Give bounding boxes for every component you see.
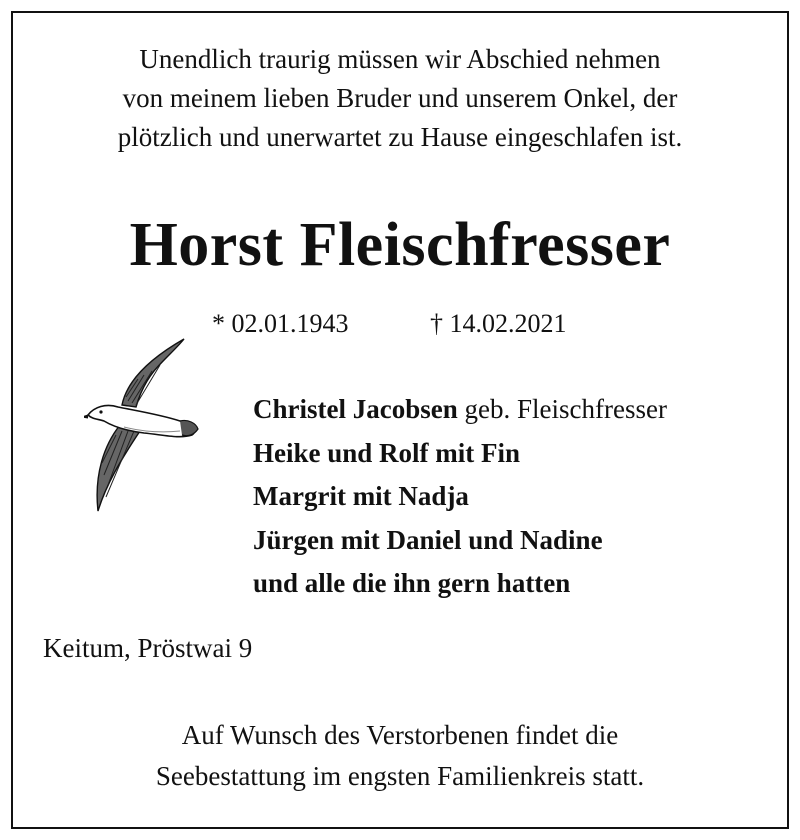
address: Keitum, Pröstwai 9 xyxy=(43,633,253,663)
mourner-line: Jürgen mit Daniel und Nadine xyxy=(253,524,603,555)
deceased-name: Horst Fleischfresser xyxy=(129,211,671,279)
intro-line: plötzlich und unerwartet zu Hause eingeschlafen ist. xyxy=(117,122,683,152)
mourner-line: Heike und Rolf mit Fin xyxy=(253,437,521,468)
death-date: † 14.02.2021 xyxy=(430,309,567,338)
mourner-line: und alle die ihn gern hatten xyxy=(253,568,571,598)
mourner-maiden-name: geb. Fleischfresser xyxy=(457,394,667,424)
mourner-line xyxy=(253,388,667,432)
closing-line: Seebestattung im engsten Familienkreis statt. xyxy=(155,761,645,791)
mourner-line: Margrit mit Nadja xyxy=(253,481,469,511)
closing-text xyxy=(0,715,800,797)
intro-text xyxy=(0,40,800,157)
mourner-name: Christel Jacobsen xyxy=(253,394,458,424)
birth-date: * 02.01.1943 xyxy=(212,309,349,338)
intro-line: von meinem lieben Bruder und unserem Onkel, der xyxy=(122,83,678,113)
closing-line: Auf Wunsch des Verstorbenen findet die xyxy=(181,720,619,750)
intro-line: Unendlich traurig müssen wir Abschied nehmen xyxy=(139,44,661,74)
mourners-list xyxy=(253,388,667,606)
seagull-icon xyxy=(84,335,204,515)
